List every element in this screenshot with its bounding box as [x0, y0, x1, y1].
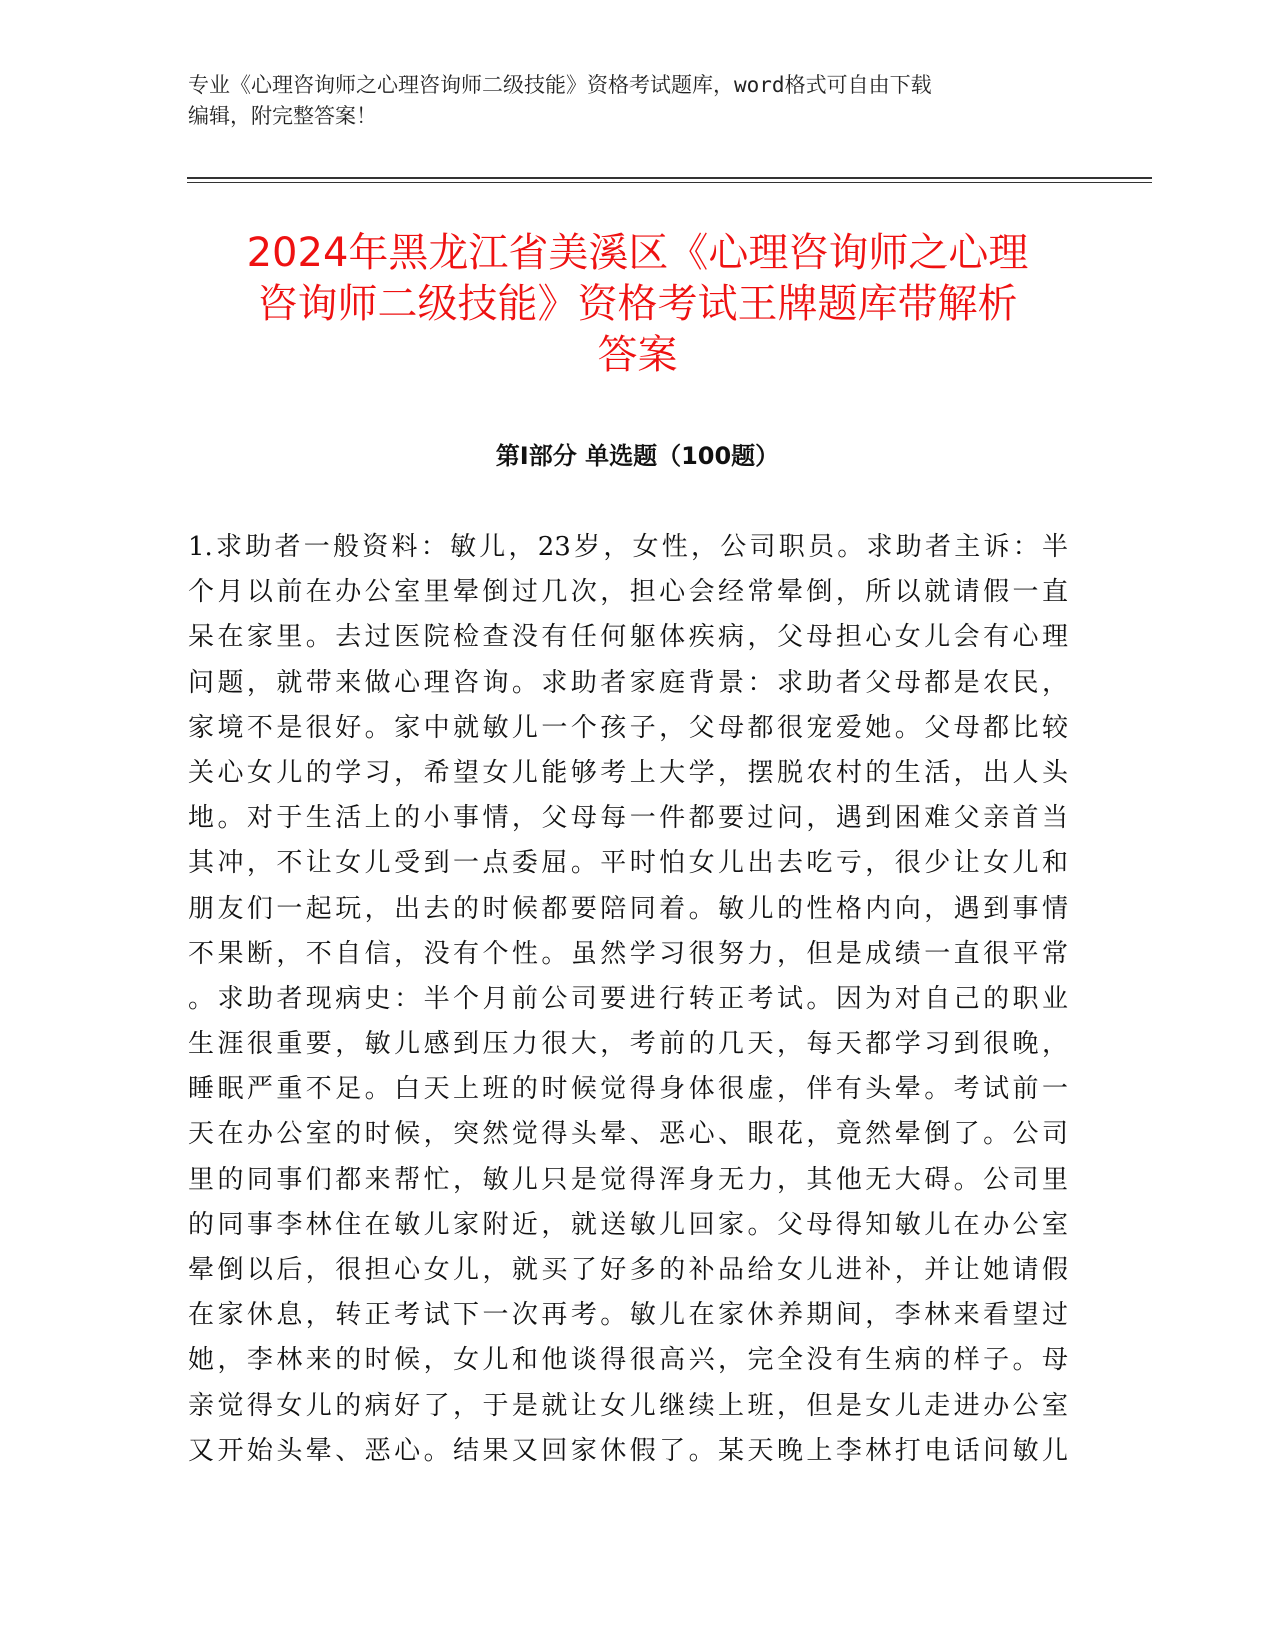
- question-text-line: 亲觉得女儿的病好了，于是就让女儿继续上班，但是女儿走进办公室: [188, 1390, 1068, 1421]
- header-divider-thick: [187, 177, 1152, 179]
- header-divider-thin: [187, 182, 1152, 183]
- question-text-line: 地。对于生活上的小事情，父母每一件都要过问，遇到困难父亲首当: [188, 803, 1068, 834]
- question-text-line: 她，李林来的时候，女儿和他谈得很高兴，完全没有生病的样子。母: [188, 1345, 1068, 1376]
- document-title-line: 咨询师二级技能》资格考试王牌题库带解析: [257, 281, 1018, 327]
- question-text-line: 天在办公室的时候，突然觉得头晕、恶心、眼花，竟然晕倒了。公司: [188, 1119, 1068, 1150]
- question-text-line: 家境不是很好。家中就敏儿一个孩子，父母都很宠爱她。父母都比较: [188, 712, 1068, 743]
- question-text-line: 个月以前在办公室里晕倒过几次，担心会经常晕倒，所以就请假一直: [188, 577, 1068, 608]
- question-text-line: 睡眠严重不足。白天上班的时候觉得身体很虚，伴有头晕。考试前一: [188, 1074, 1068, 1105]
- question-text-line: 呆在家里。去过医院检查没有任何躯体疾病，父母担心女儿会有心理: [188, 622, 1068, 653]
- document-title-line: 答案: [597, 332, 678, 378]
- question-text-line: 的同事李林住在敏儿家附近，就送敏儿回家。父母得知敏儿在办公室: [188, 1209, 1068, 1240]
- header-note-line: 专业《心理咨询师之心理咨询师二级技能》资格考试题库，word格式可自由下载: [188, 73, 932, 97]
- question-text-line: 朋友们一起玩，出去的时候都要陪同着。敏儿的性格内向，遇到事情: [188, 893, 1068, 924]
- question-text-line: 。求助者现病史：半个月前公司要进行转正考试。因为对自己的职业: [188, 983, 1068, 1014]
- question-text-line: 又开始头晕、恶心。结果又回家休假了。某天晚上李林打电话问敏儿: [188, 1435, 1068, 1466]
- header-note-line: 编辑，附完整答案！: [188, 104, 377, 128]
- question-text-line: 1.求助者一般资料：敏儿，23岁，女性，公司职员。求助者主诉：半: [188, 532, 1068, 562]
- document-title-line: 2024年黑龙江省美溪区《心理咨询师之心理: [246, 230, 1029, 276]
- question-1-text: [188, 525, 1068, 1474]
- question-text-line: 晕倒以后，很担心女儿，就买了好多的补品给女儿进补，并让她请假: [188, 1255, 1068, 1285]
- question-text-line: 生涯很重要，敏儿感到压力很大，考前的几天，每天都学习到很晚，: [188, 1029, 1068, 1060]
- question-text-line: 在家休息，转正考试下一次再考。敏儿在家休养期间，李林来看望过: [188, 1300, 1068, 1331]
- question-text-line: 里的同事们都来帮忙，敏儿只是觉得浑身无力，其他无大碍。公司里: [188, 1164, 1068, 1195]
- header-note: [188, 70, 1088, 132]
- document-title: [160, 228, 1115, 381]
- question-text-line: 关心女儿的学习，希望女儿能够考上大学，摆脱农村的生活，出人头: [188, 757, 1068, 788]
- question-text-line: 其冲，不让女儿受到一点委屈。平时怕女儿出去吃亏，很少让女儿和: [188, 848, 1068, 879]
- question-text-line: 不果断，不自信，没有个性。虽然学习很努力，但是成绩一直很平常: [188, 938, 1068, 969]
- section-heading: 第Ⅰ部分 单选题（100题）: [495, 442, 780, 470]
- question-text-line: 问题，就带来做心理咨询。求助者家庭背景：求助者父母都是农民，: [188, 667, 1068, 698]
